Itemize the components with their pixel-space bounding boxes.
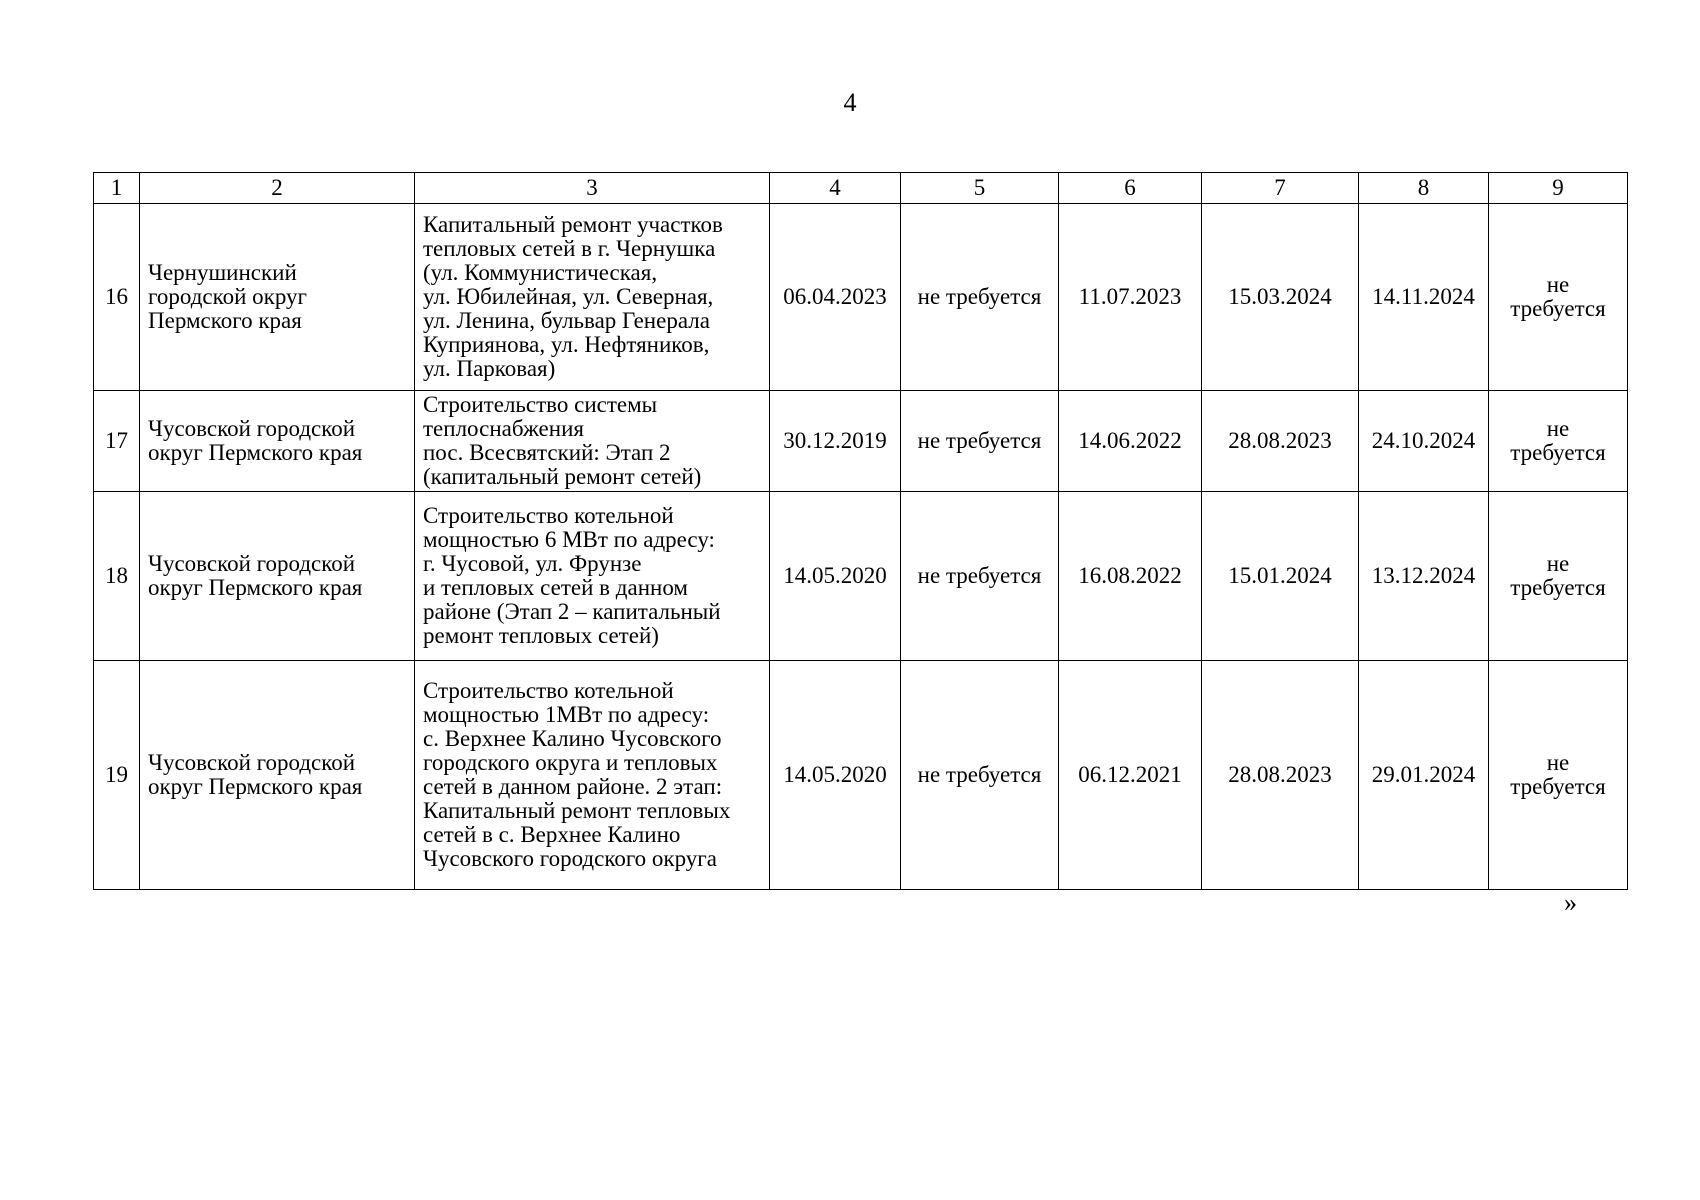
column-8-date-cell: 29.01.2024 [1359, 661, 1489, 890]
column-header-7: 7 [1202, 173, 1359, 204]
column-header-6: 6 [1059, 173, 1202, 204]
column-8-date-cell: 24.10.2024 [1359, 391, 1489, 492]
table-row [94, 661, 1628, 890]
column-7-date-cell: 15.01.2024 [1202, 492, 1359, 661]
table-row [94, 204, 1628, 391]
project-description-cell: Строительство системы теплоснабжения пос. Всесвятский: Этап 2 (капитальный ремонт сетей) [415, 391, 770, 492]
column-9-status-cell: не требуется [1489, 661, 1628, 890]
column-4-date-cell: 14.05.2020 [770, 492, 901, 661]
column-9-status-cell: не требуется [1489, 492, 1628, 661]
column-8-date-cell: 14.11.2024 [1359, 204, 1489, 391]
column-7-date-cell: 28.08.2023 [1202, 391, 1359, 492]
municipality-cell: Чусовской городской округ Пермского края [140, 391, 415, 492]
column-5-status-cell: не требуется [901, 391, 1059, 492]
page-number: 4 [843, 88, 857, 117]
project-description-cell: Капитальный ремонт участков тепловых сетей в г. Чернушка (ул. Коммунистическая, ул. Юбилейная, ул. Северная, ул. Ленина, бульвар Генерала Куприянова, ул. Нефтяников, ул. Парковая) [415, 204, 770, 391]
column-7-date-cell: 15.03.2024 [1202, 204, 1359, 391]
column-header-9: 9 [1489, 173, 1628, 204]
column-7-date-cell: 28.08.2023 [1202, 661, 1359, 890]
column-6-date-cell: 06.12.2021 [1059, 661, 1202, 890]
column-5-status-cell: не требуется [901, 492, 1059, 661]
row-number-cell: 16 [94, 204, 140, 391]
column-4-date-cell: 06.04.2023 [770, 204, 901, 391]
municipality-cell: Чусовской городской округ Пермского края [140, 661, 415, 890]
municipality-cell: Чусовской городской округ Пермского края [140, 492, 415, 661]
column-header-4: 4 [770, 173, 901, 204]
table-header-row [94, 173, 1628, 204]
row-number-cell: 17 [94, 391, 140, 492]
column-4-date-cell: 30.12.2019 [770, 391, 901, 492]
column-header-2: 2 [140, 173, 415, 204]
schedule-table [93, 172, 1628, 890]
column-5-status-cell: не требуется [901, 204, 1059, 391]
column-8-date-cell: 13.12.2024 [1359, 492, 1489, 661]
project-description-cell: Строительство котельной мощностью 1МВт по адресу: с. Верхнее Калино Чусовского городского округа и тепловых сетей в данном районе. 2 этап: Капитальный ремонт тепловых сетей в с. Верхнее Калино Чусовского городского округа [415, 661, 770, 890]
column-6-date-cell: 14.06.2022 [1059, 391, 1202, 492]
row-number-cell: 19 [94, 661, 140, 890]
column-4-date-cell: 14.05.2020 [770, 661, 901, 890]
closing-quote-mark: » [1564, 888, 1577, 917]
column-header-3: 3 [415, 173, 770, 204]
column-5-status-cell: не требуется [901, 661, 1059, 890]
municipality-cell: Чернушинский городской округ Пермского края [140, 204, 415, 391]
column-header-5: 5 [901, 173, 1059, 204]
row-number-cell: 18 [94, 492, 140, 661]
column-9-status-cell: не требуется [1489, 391, 1628, 492]
column-header-8: 8 [1359, 173, 1489, 204]
table-row [94, 391, 1628, 492]
column-6-date-cell: 16.08.2022 [1059, 492, 1202, 661]
project-description-cell: Строительство котельной мощностью 6 МВт по адресу: г. Чусовой, ул. Фрунзе и тепловых сетей в данном районе (Этап 2 – капитальный ремонт тепловых сетей) [415, 492, 770, 661]
table-row [94, 492, 1628, 661]
column-header-1: 1 [94, 173, 140, 204]
column-9-status-cell: не требуется [1489, 204, 1628, 391]
column-6-date-cell: 11.07.2023 [1059, 204, 1202, 391]
